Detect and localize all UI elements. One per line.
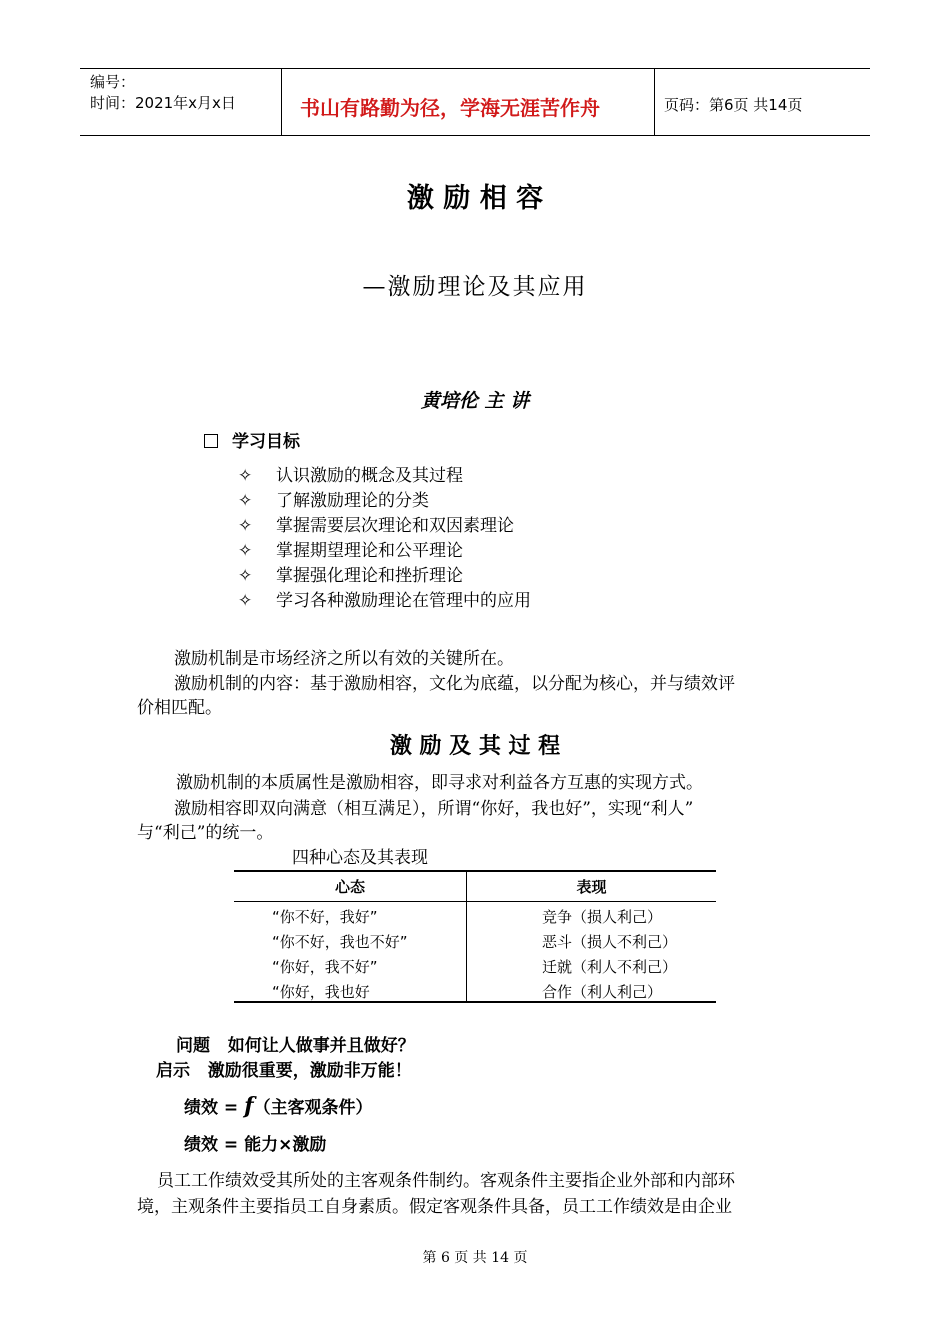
intro-paragraph-1: 激励机制是市场经济之所以有效的关键所在。 bbox=[174, 649, 514, 669]
checkbox-icon bbox=[204, 434, 218, 448]
diamond-star-icon: ✧ bbox=[238, 491, 253, 511]
list-item: ✧ 认识激励的概念及其过程 bbox=[238, 466, 463, 486]
intro-paragraph-2-cont: 价相匹配。 bbox=[137, 698, 222, 718]
list-item: ✧ 学习各种激励理论在管理中的应用 bbox=[238, 591, 531, 611]
formula-2: 绩效 = 能力×激励 bbox=[184, 1135, 327, 1155]
question-row bbox=[176, 1031, 415, 1056]
objectives-heading-row bbox=[204, 427, 300, 452]
question-text: 如何让人做事并且做好？ bbox=[227, 1036, 415, 1056]
hint-text: 激励很重要，激励非万能！ bbox=[207, 1061, 412, 1081]
table-top-rule bbox=[234, 870, 716, 872]
hint-row bbox=[156, 1056, 412, 1081]
closing-paragraph: 员工工作绩效受其所处的主客观条件制约。客观条件主要指企业外部和内部环 bbox=[157, 1171, 735, 1191]
intro-paragraph-2: 激励机制的内容：基于激励相容，文化为底蕴，以分配为核心，并与绩效评 bbox=[174, 674, 735, 694]
table-header-mindset: 心态 bbox=[334, 878, 365, 896]
diamond-star-icon: ✧ bbox=[238, 566, 253, 586]
header-bottom-rule bbox=[80, 135, 870, 136]
table-cell: “你不好，我好” bbox=[272, 908, 378, 926]
section-paragraph-1: 激励机制的本质属性是激励相容，即寻求对利益各方互惠的实现方式。 bbox=[176, 773, 703, 793]
diamond-star-icon: ✧ bbox=[238, 516, 253, 536]
table-cell: “你不好，我也不好” bbox=[272, 933, 408, 951]
table-cell: 竞争（损人利己） bbox=[542, 908, 663, 926]
table-cell: 恶斗（损人不利己） bbox=[542, 933, 678, 951]
page-subtitle: —激励理论及其应用 bbox=[362, 274, 588, 300]
table-cell: “你好，我不好” bbox=[272, 958, 378, 976]
closing-paragraph-cont: 境，主观条件主要指员工自身素质。假定客观条件具备，员工工作绩效是由企业 bbox=[137, 1197, 732, 1217]
table-cell: “你好，我也好 bbox=[272, 983, 370, 1001]
formula-1: 绩效 = f（主客观条件） bbox=[184, 1093, 373, 1119]
table-header-rule bbox=[234, 901, 716, 902]
question-label: 问题 bbox=[176, 1036, 210, 1056]
header-motto: 书山有路勤为径，学海无涯苦作舟 bbox=[300, 96, 600, 120]
list-item: ✧ 了解激励理论的分类 bbox=[238, 491, 429, 511]
page-title: 激 励 相 容 bbox=[406, 183, 544, 214]
header-top-rule bbox=[80, 68, 870, 69]
function-f: f bbox=[244, 1093, 254, 1119]
table-caption: 四种心态及其表现 bbox=[292, 848, 428, 868]
table-header-behavior: 表现 bbox=[576, 878, 607, 896]
section-paragraph-2-cont: 与“利己”的统一。 bbox=[137, 823, 274, 843]
header-divider-right bbox=[654, 68, 655, 136]
objectives-heading: 学习目标 bbox=[232, 432, 300, 452]
list-item: ✧ 掌握强化理论和挫折理论 bbox=[238, 566, 463, 586]
header-divider-left bbox=[281, 68, 282, 136]
list-item: ✧ 掌握期望理论和公平理论 bbox=[238, 541, 463, 561]
diamond-star-icon: ✧ bbox=[238, 541, 253, 561]
hint-label: 启示 bbox=[156, 1061, 190, 1081]
section-title: 激 励 及 其 过 程 bbox=[389, 733, 561, 759]
diamond-star-icon: ✧ bbox=[238, 591, 253, 611]
section-paragraph-2: 激励相容即双向满意（相互满足），所谓“你好，我也好”，实现“利人” bbox=[174, 799, 694, 819]
speaker-credit: 黄培伦 主 讲 bbox=[420, 390, 530, 412]
table-cell: 迁就（利人不利己） bbox=[542, 958, 678, 976]
diamond-star-icon: ✧ bbox=[238, 466, 253, 486]
doc-time-label: 时间：2021年x月x日 bbox=[90, 94, 236, 112]
table-cell: 合作（利人利己） bbox=[542, 983, 663, 1001]
doc-number-label: 编号： bbox=[90, 73, 136, 91]
header-page-code: 页码：第6页 共14页 bbox=[664, 96, 803, 114]
page-footer: 第 6 页 共 14 页 bbox=[422, 1250, 528, 1266]
list-item: ✧ 掌握需要层次理论和双因素理论 bbox=[238, 516, 514, 536]
